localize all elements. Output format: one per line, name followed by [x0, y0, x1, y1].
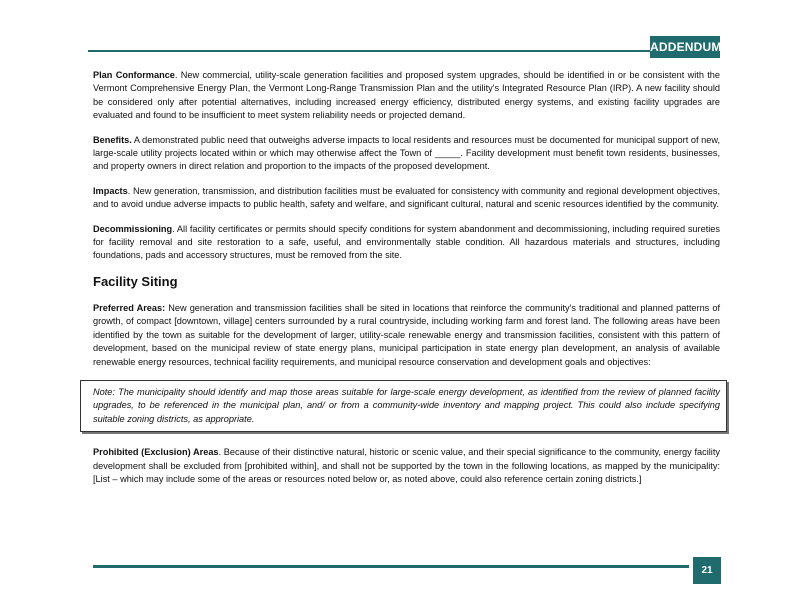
impacts-heading: Impacts — [93, 185, 128, 196]
benefits-paragraph — [93, 134, 720, 174]
prohibited-areas-paragraph — [93, 446, 720, 486]
decommissioning-paragraph — [93, 223, 720, 263]
page-number: 21 — [693, 557, 721, 584]
header-rule — [88, 50, 650, 52]
facility-siting-heading: Facility Siting — [93, 273, 178, 289]
decommissioning-heading: Decommissioning — [93, 223, 173, 234]
preferred-areas-heading: Preferred Areas: — [93, 302, 166, 313]
footer-rule — [93, 565, 689, 568]
preferred-areas-text: New generation and transmission facilities shall be sited in locations that reinforce the community's traditional and planned patterns of growth, of compact [downtown, village] centers surrounded by a rural countryside, including working farm and forest land. The following areas have been identified by the town as suitable for the development of larger, utility-scale renewable energy and transmission facilities, consistent with this pattern of development, based on the municipal review of state energy plans, municipal participation in state energy plan development, an analysis of available renewable energy resources, technical facility requirements, and municipal resource conservation and development goals and objectives: — [93, 302, 721, 367]
plan-conformance-text: . New commercial, utility-scale generation facilities and proposed system upgrades, should be identified in or be consistent with the Vermont Comprehensive Energy Plan, the Vermont Long-Range Transmission Plan and the utility's Integrated Resource Plan (IRP). A new facility should be considered only after potential alternatives, including increased energy efficiency, distributed energy systems, and existing facility upgrades are evaluated and found to be insufficient to meet system reliability needs or projected demand. — [93, 70, 720, 121]
impacts-text: . New generation, transmission, and distribution facilities must be evaluated for consistency with community and regional development objectives, and to avoid undue adverse impacts to public health, safety and welfare, and significant cultural, natural and scenic resources identified by the community. — [93, 185, 720, 210]
prohibited-areas-heading: Prohibited (Exclusion) Areas — [93, 447, 219, 458]
municipality-note-box: Note: The municipality should identify and map those areas suitable for large-scale energy development, as identified from the review of planned facility upgrades, to be referenced in the municipal plan, and/ or from a community-wide inventory and mapping project. This could also include specifying suitable zoning districts, as appropriate. — [80, 380, 727, 432]
prohibited-areas-text: . Because of their distinctive natural, historic or scenic value, and their special significance to the community, energy facility development shall be excluded from [prohibited within], and shall not be supported by the town in the following locations, as mapped by the municipality: [List – which may include some of the areas or resources noted below or, as noted above, could also reference certain zoning districts.] — [93, 447, 720, 484]
document-body — [93, 69, 720, 497]
benefits-heading: Benefits. — [93, 134, 132, 145]
benefits-text: A demonstrated public need that outweighs adverse impacts to local residents and resources must be documented for municipal support of new, large-scale utility projects located within or which may otherwise affect the Town of _____. Facility development must benefit town residents, businesses, and property owners in direct relation and proportion to the impacts of the proposed development. — [93, 134, 720, 172]
preferred-areas-paragraph — [93, 302, 720, 369]
decommissioning-text: . All facility certificates or permits should specify conditions for system abandonment and decommissioning, including required sureties for facility removal and site restoration to a safe, useful, and environmentally stable condition. All hazardous materials and structures, including foundations, pads and accessory structures, must be removed from the site. — [93, 223, 720, 261]
addendum-header-label: ADDENDUM — [650, 36, 720, 58]
plan-conformance-heading: Plan Conformance — [93, 70, 175, 80]
impacts-paragraph — [93, 185, 720, 212]
plan-conformance-paragraph — [93, 69, 720, 123]
